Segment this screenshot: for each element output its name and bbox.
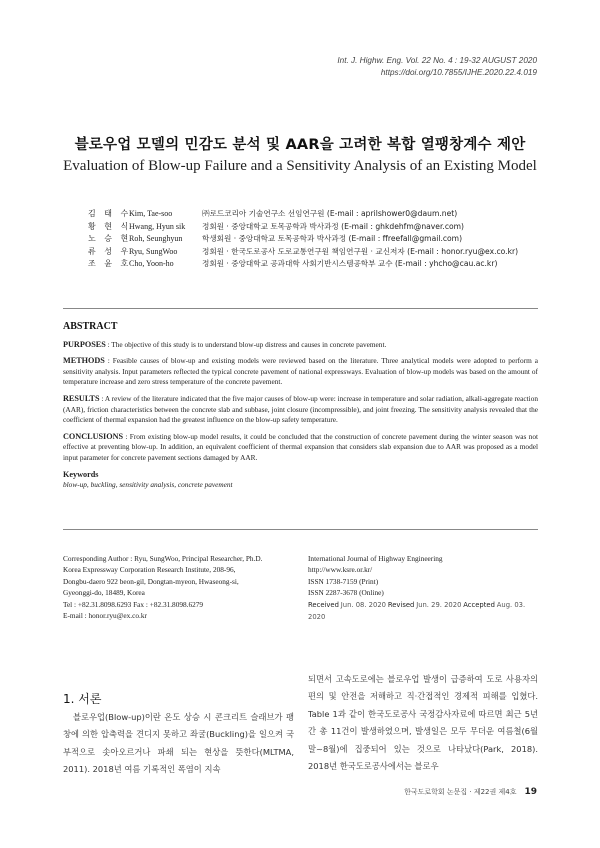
- corr-line: Corresponding Author : Ryu, SungWoo, Principal Researcher, Ph.D.: [63, 554, 263, 563]
- accepted-label: Accepted: [463, 600, 495, 609]
- abstract-results: [63, 394, 538, 426]
- abstract-heading: ABSTRACT: [63, 321, 118, 332]
- revised-label: Revised: [387, 600, 415, 609]
- author-row: [88, 246, 518, 259]
- author-list: [88, 208, 518, 271]
- doi-link[interactable]: https://doi.org/10.7855/IJHE.2020.22.4.019: [380, 67, 537, 77]
- conclusions-text: : From existing blow-up model results, it could be concluded that the construction of concrete pavement during the winter season was not effective at preventing blow-up. In addition, an equivalent coefficient of thermal expansion that considers slab expansion due to AAR was proposed as a model input parameter for concrete pavement sections damaged by AAR.: [63, 431, 538, 462]
- abstract-block: [63, 322, 538, 491]
- page-number: 19: [524, 787, 537, 797]
- journal-info-block: [308, 553, 538, 623]
- methods-text: : Feasible causes of blow-up and existing models were reviewed based on the literature. Three analytical models were adopted to perform a sensitivity analysis. Input parameters reflected the typical concrete pavement of national expressways. Evaluation of blow-up models was based on the amount of temperature increase and zero stress temperature of the concrete pavement.: [63, 356, 538, 387]
- journal-name: International Journal of Highway Engineering: [308, 554, 443, 563]
- journal-volume-line: Int. J. Highw. Eng. Vol. 22 No. 4 : 19-32 AUGUST 2020: [337, 56, 537, 65]
- author-name-korean: 황 현 식: [88, 221, 132, 231]
- conclusions-label: CONCLUSIONS: [63, 431, 124, 441]
- issn-print: ISSN 1738-7159 (Print): [308, 576, 379, 586]
- keywords-heading: Keywords: [63, 469, 99, 479]
- author-row: [88, 208, 518, 221]
- author-affiliation: 학생회원 · 중앙대학교 토목공학과 박사과정 (E-mail : ffreefall@gmail.com): [202, 234, 463, 244]
- accepted-date: Aug. 03. 2020: [308, 600, 526, 622]
- author-name-english: Hwang, Hyun sik: [129, 221, 186, 231]
- title-english: Evaluation of Blow-up Failure and a Sensitivity Analysis of an Existing Model: [63, 158, 537, 174]
- corr-line: Dongbu-daero 922 beon-gil, Dongtan-myeon, Hwaseong-si,: [63, 576, 239, 586]
- abstract-purposes: [63, 340, 538, 351]
- abstract-methods: [63, 356, 538, 388]
- author-name-korean: 노 승 현: [88, 234, 132, 244]
- author-name-korean: 조 윤 호: [88, 259, 132, 269]
- footer-journal: 한국도로학회 논문집 · 제22권 제4호: [404, 788, 517, 796]
- author-name-korean: 김 태 수: [88, 209, 132, 218]
- dates-line: [308, 599, 538, 624]
- author-affiliation: 정회원 · 중앙대학교 토목공학과 박사과정 (E-mail : ghkdehfm@naver.com): [202, 221, 464, 231]
- corr-line: Korea Expressway Corporation Research Institute, 208-96,: [63, 565, 236, 575]
- abstract-conclusions: [63, 432, 538, 464]
- keywords-text: blow-up, buckling, sensitivity analysis, concrete pavement: [63, 480, 233, 490]
- body-text-left: 블로우업(Blow-up)이란 온도 상승 시 콘크리트 슬래브가 팽창에 의한 압축력을 견디지 못하고 좌굴(Buckling)을 일으켜 국부적으로 솟아오르거나 파쇄 되는 현상을 뜻한다(MLTMA, 2011). 2018년 여름 기록적인 폭염이 지속: [63, 712, 294, 775]
- author-name-korean: 류 성 우: [88, 246, 132, 256]
- journal-url[interactable]: http://www.ksre.or.kr/: [308, 565, 373, 575]
- author-affiliation: 정회원 · 중앙대학교 공과대학 사회기반시스템공학부 교수 (E-mail : yhcho@cau.ac.kr): [202, 259, 498, 269]
- corr-line: Tel : +82.31.8098.6293 Fax : +82.31.8098.6279: [63, 599, 204, 609]
- author-name-english: Roh, Seunghyun: [129, 234, 183, 244]
- author-row: [88, 221, 518, 234]
- author-row: [88, 233, 518, 246]
- author-affiliation: 정회원 · 한국도로공사 도로교통연구원 책임연구원 · 교신저자 (E-mail : honor.ryu@ex.co.kr): [202, 246, 519, 256]
- abstract-top-rule: [63, 308, 538, 309]
- purposes-label: PURPOSES: [63, 339, 106, 349]
- corr-line: Gyeonggi-do, 18489, Korea: [63, 588, 145, 598]
- purposes-text: : The objective of this study is to understand blow-up distress and causes in concrete pavement.: [105, 339, 387, 349]
- revised-date: Jun. 29. 2020: [416, 600, 462, 609]
- section-title: 1. 서론: [63, 692, 102, 706]
- journal-citation: [337, 55, 537, 78]
- author-row: [88, 258, 518, 271]
- received-date: Jun. 08. 2020: [340, 600, 386, 609]
- abstract-bottom-rule: [63, 529, 538, 530]
- body-text-right: 되면서 고속도로에는 블로우업 발생이 급증하여 도로 사용자의 편의 및 안전을 저해하고 직·간접적인 경제적 피해를 입혔다. Table 1과 같이 한국도로공사 국정감사자료에 따르면 최근 5년간 총 11건이 발생하였으며, 발생일은 모두 무더운 여름철(6월 말~8월)에 집중되어 있는 것으로 나타났다(Park, 2018). 2018년 한국도로공사에서는 블로우: [308, 674, 538, 772]
- results-label: RESULTS: [63, 393, 100, 403]
- author-name-english: Ryu, SungWoo: [129, 246, 178, 256]
- author-name-english: Cho, Yoon-ho: [129, 259, 174, 269]
- page-footer: [404, 787, 537, 797]
- author-name-english: Kim, Tae-soo: [129, 209, 173, 218]
- corresponding-author-block: [63, 553, 303, 621]
- title-korean: 블로우업 모델의 민감도 분석 및 AAR을 고려한 복합 열팽창계수 제안: [74, 137, 526, 153]
- results-text: : A review of the literature indicated that the five major causes of blow-up were: increase in temperature and solar radiation, alkali-aggregate reaction (AAR), friction characteristics between the concrete slab and subbase, joint closure (incompressible), and joint freezing. The sensitivity analysis revealed that the coefficient of thermal expansion had the greatest influence on the blow-up safety temperature.: [63, 393, 538, 425]
- methods-label: METHODS: [63, 356, 105, 366]
- author-affiliation: ㈜로드코리아 기술연구소 선임연구원 (E-mail : aprilshower0@daum.net): [202, 209, 458, 218]
- received-label: Received: [308, 600, 339, 609]
- corr-email[interactable]: E-mail : honor.ryu@ex.co.kr: [63, 611, 147, 621]
- issn-online: ISSN 2287-3678 (Online): [308, 588, 384, 598]
